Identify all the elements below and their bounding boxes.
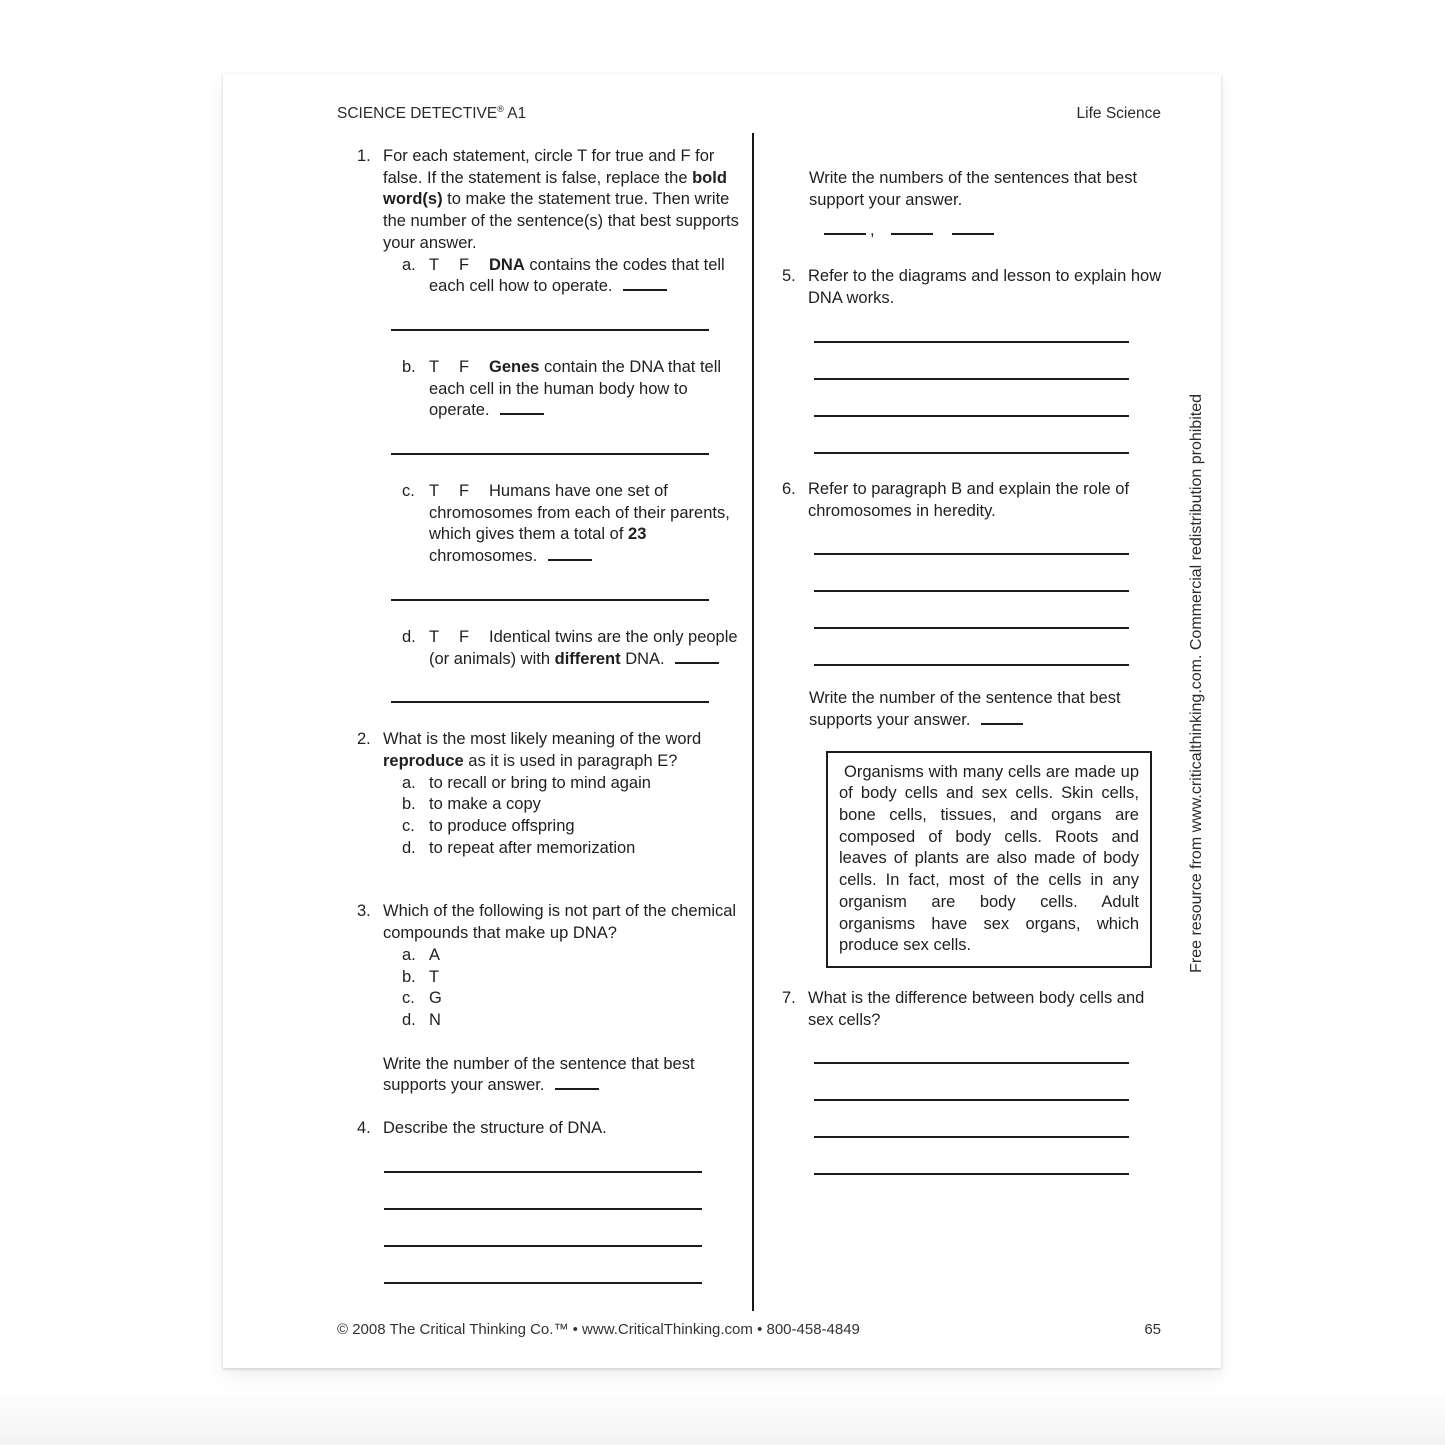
choice-text: G: [429, 989, 442, 1008]
question-1c: [402, 481, 741, 568]
choice: [402, 1010, 741, 1032]
question-3: [357, 901, 741, 1031]
item-letter: b.: [402, 357, 416, 376]
statement-text: DNA contains the codes that tell each cell how to operate.: [429, 255, 725, 296]
blank-separator: ,: [870, 221, 877, 240]
answer-blank: [675, 649, 719, 664]
false-option: F: [459, 627, 470, 646]
statement-text: Identical twins are the only people (or animals) with different DNA.: [429, 627, 738, 668]
question-7-prompt: What is the difference between body cells and sex cells?: [808, 988, 1145, 1029]
true-option: T: [429, 357, 440, 376]
choice: [402, 838, 741, 860]
question-number: 4.: [357, 1119, 371, 1138]
question-5-answer-lines: [782, 341, 1162, 454]
choice-letter: a.: [402, 945, 416, 964]
answer-line: [814, 1173, 1129, 1175]
choice: [402, 816, 741, 838]
choice-letter: d.: [402, 1010, 416, 1029]
choice-letter: b.: [402, 795, 416, 814]
answer-line: [814, 378, 1129, 380]
question-3-prompt: Which of the following is not part of the chemical compounds that make up DNA?: [383, 902, 737, 943]
answer-line: [384, 1208, 702, 1210]
question-6: [782, 479, 1162, 522]
answer-line: [391, 701, 709, 703]
question-1-prompt: For each statement, circle T for true and F for false. If the statement is false, replace the bold word(s) to make the statement true. Then write the number of the sentence(s) that best supports your answer.: [383, 147, 739, 252]
question-2: [357, 729, 741, 859]
question-5: [782, 266, 1162, 309]
choice-text: T: [429, 967, 440, 986]
answer-line: [384, 1245, 702, 1247]
question-number: 2.: [357, 730, 371, 749]
answer-blank: [555, 1075, 599, 1090]
page-footer: [337, 1319, 1161, 1341]
choice-text: N: [429, 1010, 441, 1029]
false-option: F: [459, 482, 470, 501]
answer-blank: [891, 220, 933, 235]
item-letter: c.: [402, 482, 415, 501]
answer-line: [814, 553, 1129, 555]
question-6-supporting-sentence-prompt: Write the number of the sentence that best supports your answer.: [809, 689, 1121, 729]
question-5-prompt: Refer to the diagrams and lesson to explain how DNA works.: [808, 267, 1162, 308]
question-1b: [402, 357, 741, 422]
statement-text: Humans have one set of chromosomes from each of their parents, which gives them a total of 23 chromosomes.: [429, 482, 730, 566]
answer-blank: [500, 400, 544, 415]
question-1a: [402, 255, 741, 298]
header-title-left: SCIENCE DETECTIVE® A1: [337, 103, 527, 122]
footer-copyright: © 2008 The Critical Thinking Co.™ • www.CriticalThinking.com • 800-458-4849: [337, 1321, 860, 1338]
answer-line: [814, 1099, 1129, 1101]
question-4-answer-lines: [357, 1171, 741, 1284]
question-3-supporting-sentence-prompt: Write the number of the sentence that best supports your answer.: [383, 1054, 695, 1095]
false-option: F: [459, 255, 470, 274]
answer-line: [391, 453, 709, 455]
column-divider: [752, 133, 754, 1311]
choice-text: to produce offspring: [429, 817, 575, 836]
answer-line: [814, 664, 1129, 666]
question-number: 6.: [782, 479, 796, 498]
question-7: [782, 988, 1162, 1031]
supporting-sentences-blanks: [824, 220, 1162, 242]
answer-blank: [623, 276, 667, 291]
question-6-answer-lines: [782, 553, 1162, 666]
answer-line: [814, 1062, 1129, 1064]
left-column: [357, 146, 741, 1284]
answer-line: [814, 627, 1129, 629]
choice-text: to recall or bring to mind again: [429, 773, 651, 792]
answer-line: [814, 452, 1129, 454]
choice-letter: c.: [402, 817, 415, 836]
answer-line: [384, 1282, 702, 1284]
choice: [402, 945, 741, 967]
question-6-prompt: Refer to paragraph B and explain the role of chromosomes in heredity.: [808, 479, 1130, 520]
choice: [402, 773, 741, 795]
choice: [402, 988, 741, 1010]
choice: [402, 794, 741, 816]
item-letter: a.: [402, 255, 416, 274]
answer-blank: [952, 220, 994, 235]
answer-blank: [981, 710, 1023, 725]
worksheet-page: [223, 74, 1221, 1368]
choice-text: A: [429, 945, 441, 964]
question-1d: [402, 627, 741, 670]
question-4: [357, 1118, 741, 1140]
question-number: 3.: [357, 902, 371, 921]
question-4-prompt: Describe the structure of DNA.: [383, 1119, 607, 1138]
choice-letter: b.: [402, 967, 416, 986]
answer-line: [391, 329, 709, 331]
choice-letter: d.: [402, 838, 416, 857]
choice: [402, 967, 741, 989]
info-box: Organisms with many cells are made up of body cells and sex cells. Skin cells, bone cells, tissues, and organs are composed of body cells. Roots and leaves of plants are also made of body cells. In fact, most of the cells in any organism are body cells. Adult organisms have sex organs, which produce sex cells.: [826, 751, 1152, 968]
page-header: [337, 103, 1161, 125]
statement-text: Genes contain the DNA that tell each cell in the human body how to operate.: [429, 357, 722, 420]
answer-blank: [824, 220, 866, 235]
answer-blank: [548, 546, 592, 561]
true-option: T: [429, 482, 440, 501]
margin-note: Free resource from www.criticalthinking.com. Commercial redistribution prohibited: [1188, 394, 1206, 973]
answer-line: [814, 415, 1129, 417]
answer-line: [814, 590, 1129, 592]
answer-line: [384, 1171, 702, 1173]
right-column: [782, 146, 1162, 1175]
question-2-prompt: What is the most likely meaning of the word reproduce as it is used in paragraph E?: [383, 730, 702, 770]
answer-line: [391, 599, 709, 601]
item-letter: d.: [402, 627, 416, 646]
choice-letter: a.: [402, 773, 416, 792]
question-number: 7.: [782, 988, 796, 1007]
true-option: T: [429, 255, 440, 274]
page-number: 65: [1144, 1321, 1161, 1338]
question-number: 1.: [357, 147, 371, 165]
question-1: [357, 146, 741, 729]
supporting-sentences-prompt: Write the numbers of the sentences that best support your answer.: [809, 169, 1138, 209]
false-option: F: [459, 357, 470, 376]
header-title-right: Life Science: [1076, 105, 1161, 122]
question-number: 5.: [782, 267, 796, 286]
choice-text: to repeat after memorization: [429, 838, 636, 857]
answer-line: [814, 341, 1129, 343]
true-option: T: [429, 627, 440, 646]
choice-text: to make a copy: [429, 795, 541, 814]
answer-line: [814, 1136, 1129, 1138]
choice-letter: c.: [402, 989, 415, 1008]
question-7-answer-lines: [782, 1062, 1162, 1175]
